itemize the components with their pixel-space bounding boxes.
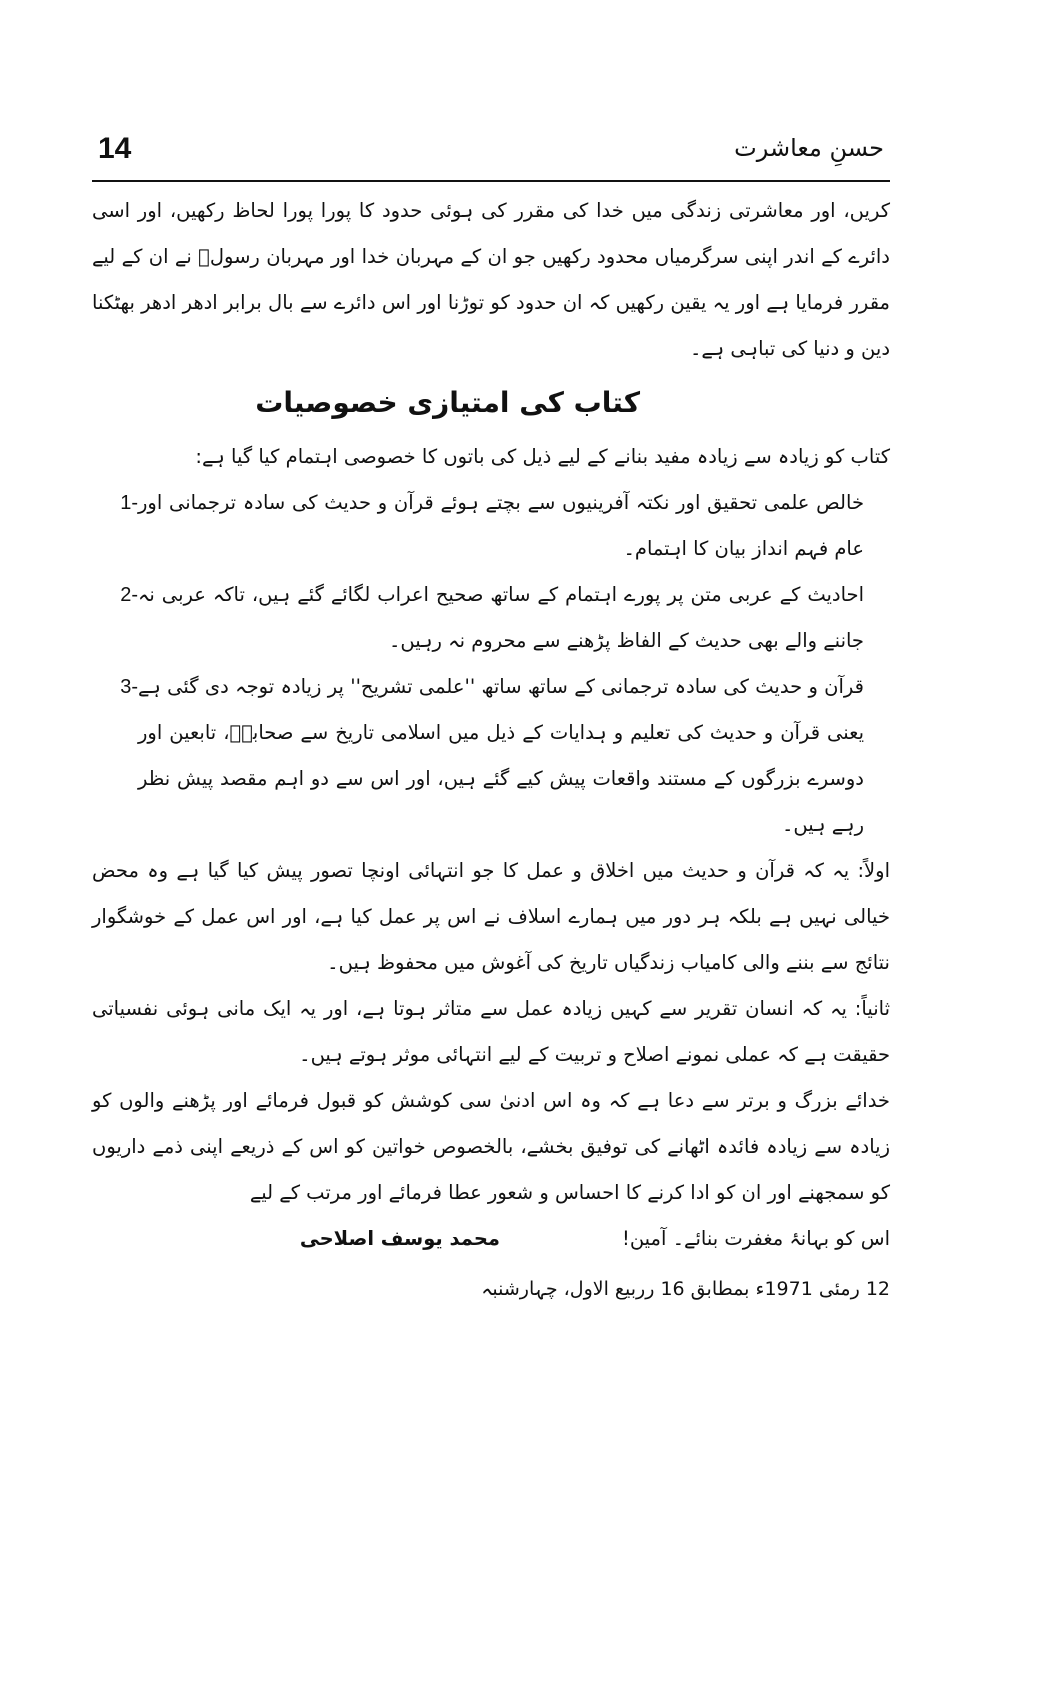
list-item-number: 2- — [120, 584, 138, 606]
list-item-text: قرآن و حدیث کی سادہ ترجمانی کے ساتھ ساتھ ''علمی تشریح'' پر زیادہ توجہ دی گئی ہے یعنی قرآن و حدیث کی تعلیم و ہدایات کے ذیل میں اسلامی تاریخ سے صحابہؓ، تابعین اور دوسرے بزرگوں کے مستند واقعات پیش کیے گئے ہیں، اور اس سے دو اہم مقصد پیش نظر رہے ہیں۔ — [138, 675, 864, 836]
list-item-number: 1- — [120, 492, 138, 514]
intro-paragraph: کریں، اور معاشرتی زندگی میں خدا کی مقرر کی ہوئی حدود کا پورا پورا لحاظ رکھیں، اور اسی دائرے کے اندر اپنی سرگرمیاں محدود رکھیں جو ان کے مہربان خدا اور مہربان رسولؐ نے ان کے لیے مقرر فرمایا ہے اور یہ یقین رکھیں کہ ان حدود کو توڑنا اور اس دائرے سے بال برابر ادھر ادھر بھٹکنا دین و دنیا کی تباہی ہے۔ — [92, 199, 890, 360]
list-item-text: خالص علمی تحقیق اور نکتہ آفرینیوں سے بچتے ہوئے قرآن و حدیث کی سادہ ترجمانی اور عام فہم انداز بیان کا اہتمام۔ — [138, 491, 864, 560]
list-item-number: 3- — [120, 676, 138, 698]
closing-signature-line — [92, 1216, 890, 1266]
page-number: 14 — [98, 132, 132, 165]
prayer-paragraph: خدائے بزرگ و برتر سے دعا ہے کہ وہ اس ادنیٰ سی کوشش کو قبول فرمائے اور پڑھنے والوں کو زیادہ سے زیادہ فائدہ اٹھانے کی توفیق بخشے، بالخصوص خواتین کو اس کے ذریعے اپنی ذمے داریوں کو سمجھنے اور ان کو ادا کرنے کا احساس و شعور عطا فرمائے اور مرتب کے لیے — [92, 1089, 890, 1204]
date-line: 12 رمئی 1971ء بمطابق 16 رربیع الاول، چہارشنبہ — [481, 1278, 890, 1300]
list-item — [92, 572, 890, 664]
list-item-text: احادیث کے عربی متن پر پورے اہتمام کے ساتھ صحیح اعراب لگائے گئے ہیں، تاکہ عربی نہ جاننے والے بھی حدیث کے الفاظ پڑھنے سے محروم نہ رہیں۔ — [138, 583, 864, 652]
running-title: حسنِ معاشرت — [734, 134, 884, 162]
section-intro: کتاب کو زیادہ سے زیادہ مفید بنانے کے لیے ذیل کی باتوں کا خصوصی اہتمام کیا گیا ہے: — [195, 445, 890, 468]
author-signature: محمد یوسف اصلاحی — [299, 1227, 500, 1250]
section-heading: کتاب کی امتیازی خصوصیات — [255, 386, 640, 419]
point-second: ثانیاً: یہ کہ انسان تقریر سے کہیں زیادہ عمل سے متاثر ہوتا ہے، اور یہ ایک مانی ہوئی نفسیاتی حقیقت ہے کہ عملی نمونے اصلاح و تربیت کے لیے انتہائی موثر ہوتے ہیں۔ — [92, 997, 890, 1066]
closing-line: اس کو بہانۂ مغفرت بنائے۔ آمین! — [622, 1227, 890, 1250]
page-header — [92, 128, 890, 182]
list-item — [92, 664, 890, 848]
point-first: اولاً: یہ کہ قرآن و حدیث میں اخلاق و عمل کا جو انتہائی اونچا تصور پیش کیا گیا ہے وہ محض خیالی نہیں ہے بلکہ ہر دور میں ہمارے اسلاف نے اس پر عمل کیا ہے، اور اس عمل کے خوشگوار نتائج سے بننے والی کامیاب زندگیاں تاریخ کی آغوش میں محفوظ ہیں۔ — [92, 859, 890, 974]
list-item — [92, 480, 890, 572]
page-body — [92, 188, 890, 1312]
